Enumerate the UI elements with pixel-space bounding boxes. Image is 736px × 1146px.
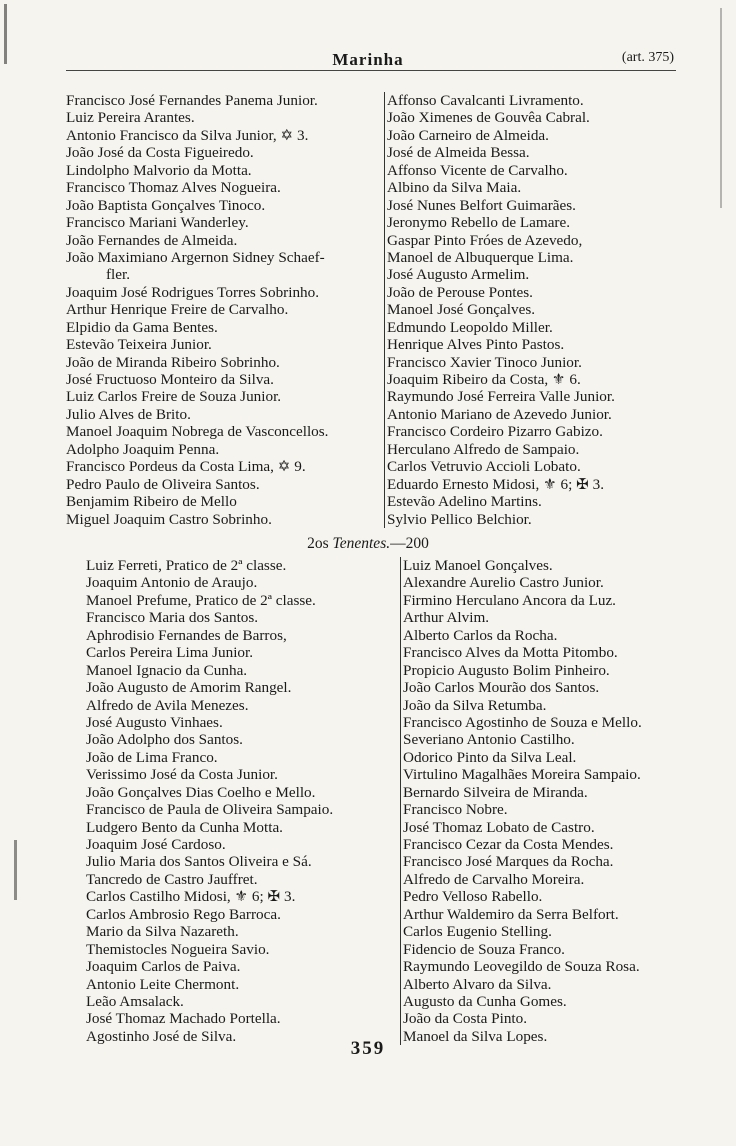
section-heading-prefix: 2os (307, 535, 329, 552)
roster-entry: Arthur Alvim. (403, 609, 490, 627)
roster-entry: Manoel Prefume, Pratico de 2ª classe. (86, 591, 316, 609)
roster-entry: Francisco Cordeiro Pizarro Gabizo. (387, 423, 603, 441)
roster-entry: Lindolpho Malvorio da Motta. (66, 161, 252, 179)
roster-entry: Francisco Alves da Motta Pitombo. (403, 644, 618, 662)
roster-entry: Francisco Agostinho de Souza e Mello. (403, 713, 642, 731)
roster-entry: Joaquim José Cardoso. (86, 836, 226, 853)
roster-entry: Manoel Joaquim Nobrega de Vasconcellos. (66, 423, 329, 441)
roster-entry: Francisco Pordeus da Costa Lima, ✡ 9. (66, 458, 306, 476)
roster-entry: Alberto Carlos da Rocha. (403, 626, 558, 644)
roster-entry: João Fernandes de Almeida. (66, 231, 238, 249)
roster-entry: João Ximenes de Gouvêa Cabral. (387, 109, 590, 127)
roster-entry: Ludgero Bento da Cunha Motta. (86, 818, 283, 836)
roster-entry: Julio Alves de Brito. (66, 405, 191, 423)
roster-entry: José Thomaz Machado Portella. (86, 1010, 281, 1028)
roster-entry: João da Costa Pinto. (403, 1010, 528, 1028)
roster-entry: João de Lima Franco. (86, 748, 218, 766)
roster-entry: Alberto Alvaro da Silva. (403, 975, 552, 993)
roster-entry: João da Silva Retumba. (403, 696, 547, 714)
roster-entry: Francisco Maria dos Santos. (86, 609, 259, 627)
roster-entry: José Augusto Vinhaes. (86, 713, 223, 731)
roster-entry: Herculano Alfredo de Sampaio. (387, 440, 580, 458)
roster-entry: José Thomaz Lobato de Castro. (403, 818, 595, 836)
roster-entry: Mario da Silva Nazareth. (86, 923, 239, 941)
roster-entry: Manoel José Gonçalves. (387, 301, 536, 319)
roster-entry: Virtulino Magalhães Moreira Sampaio. (403, 766, 641, 784)
roster-entry: Carlos Vetruvio Accioli Lobato. (387, 458, 581, 476)
roster-entry: João Baptista Gonçalves Tinoco. (66, 196, 266, 214)
roster-entry: Raymundo Leovegildo de Souza Rosa. (403, 958, 640, 976)
roster-entry: Alfredo de Avila Menezes. (86, 696, 249, 714)
roster-entry: Estevão Teixeira Junior. (66, 336, 212, 354)
roster-entry: Francisco José Marques da Rocha. (403, 853, 614, 871)
roster-entry: Francisco Xavier Tinoco Junior. (387, 353, 582, 371)
roster-entry: Aphrodisio Fernandes de Barros, (86, 626, 287, 644)
section-heading (0, 535, 736, 553)
section2-left-column (86, 557, 396, 1045)
roster-entry: Verissimo José da Costa Junior. (86, 766, 278, 784)
roster-entry: Francisco Cezar da Costa Mendes. (403, 836, 614, 853)
roster-entry: José Nunes Belfort Guimarães. (387, 196, 576, 214)
roster-entry: Pedro Paulo de Oliveira Santos. (66, 475, 260, 493)
roster-entry: Themistocles Nogueira Savio. (86, 940, 270, 958)
section-heading-title: Tenentes. (332, 535, 391, 552)
roster-entry: João de Perouse Pontes. (387, 283, 533, 301)
roster-entry: Augusto da Cunha Gomes. (403, 992, 567, 1010)
roster-entry: Elpidio da Gama Bentes. (66, 318, 218, 336)
roster-entry: Raymundo José Ferreira Valle Junior. (387, 388, 615, 406)
page-edge-mark (720, 8, 722, 208)
article-reference: (art. 375) (621, 50, 674, 65)
roster-entry: Fidencio de Souza Franco. (403, 940, 565, 958)
roster-entry: Luiz Pereira Arantes. (66, 109, 195, 127)
roster-entry: Manoel da Silva Lopes. (403, 1027, 548, 1045)
roster-entry: Francisco Nobre. (403, 801, 508, 819)
roster-entry: João Adolpho dos Santos. (86, 731, 243, 749)
roster-entry: Estevão Adelino Martins. (387, 493, 542, 511)
roster-entry: Edmundo Leopoldo Miller. (387, 318, 553, 336)
roster-entry: José Fructuoso Monteiro da Silva. (66, 371, 274, 388)
roster-entry: João Maximiano Argernon Sidney Schaef- (66, 248, 325, 266)
roster-entry: Affonso Cavalcanti Livramento. (387, 92, 584, 109)
roster-entry: Sylvio Pellico Belchior. (387, 510, 532, 528)
roster-entry: Luiz Manoel Gonçalves. (403, 557, 553, 574)
roster-entry: Manoel de Albuquerque Lima. (387, 248, 574, 266)
roster-entry: Francisco Mariani Wanderley. (66, 214, 249, 232)
roster-entry: Francisco de Paula de Oliveira Sampaio. (86, 801, 334, 819)
roster-entry: José de Almeida Bessa. (387, 144, 530, 162)
roster-entry: Tancredo de Castro Jauffret. (86, 870, 258, 888)
section-heading-count: —200 (390, 535, 429, 552)
roster-entry: Henrique Alves Pinto Pastos. (387, 336, 565, 354)
roster-entry: Odorico Pinto da Silva Leal. (403, 748, 577, 766)
roster-entry: José Augusto Armelim. (387, 266, 530, 284)
roster-entry: Alexandre Aurelio Castro Junior. (403, 574, 604, 592)
roster-entry: Joaquim Ribeiro da Costa, ⚜ 6. (387, 371, 581, 388)
roster-entry: Antonio Francisco da Silva Junior, ✡ 3. (66, 126, 309, 144)
roster-entry: fler. (106, 266, 131, 284)
roster-entry: João Gonçalves Dias Coelho e Mello. (86, 783, 316, 801)
section1-left-column (66, 92, 382, 528)
roster-entry: Bernardo Silveira de Miranda. (403, 783, 588, 801)
roster-entry: João Augusto de Amorim Rangel. (86, 679, 292, 697)
roster-entry: Firmino Herculano Ancora da Luz. (403, 591, 616, 609)
roster-entry: Joaquim Carlos de Paiva. (86, 958, 241, 976)
roster-entry: Carlos Eugenio Stelling. (403, 923, 552, 941)
roster-entry: Eduardo Ernesto Midosi, ⚜ 6; ✠ 3. (387, 475, 605, 493)
roster-entry: Severiano Antonio Castilho. (403, 731, 575, 749)
roster-entry: Gaspar Pinto Fróes de Azevedo, (387, 231, 583, 249)
roster-entry: Julio Maria dos Santos Oliveira e Sá. (86, 853, 312, 871)
section1-right-column (384, 92, 697, 528)
roster-entry: Luiz Ferreti, Pratico de 2ª classe. (86, 557, 287, 574)
page-number: 359 (350, 1038, 386, 1059)
roster-entry: João José da Costa Figueiredo. (66, 144, 254, 162)
roster-entry: Antonio Leite Chermont. (86, 975, 240, 993)
page-edge-mark (14, 840, 17, 900)
roster-entry: Adolpho Joaquim Penna. (66, 440, 220, 458)
page-title: Marinha (332, 50, 404, 69)
roster-entry: João Carlos Mourão dos Santos. (403, 679, 600, 697)
roster-entry: Albino da Silva Maia. (387, 179, 522, 197)
roster-entry: Benjamim Ribeiro de Mello (66, 493, 237, 511)
roster-entry: Arthur Henrique Freire de Carvalho. (66, 301, 289, 319)
roster-entry: Jeronymo Rebello de Lamare. (387, 214, 571, 232)
roster-entry: Carlos Castilho Midosi, ⚜ 6; ✠ 3. (86, 888, 296, 906)
roster-entry: Miguel Joaquim Castro Sobrinho. (66, 510, 272, 528)
roster-entry: Francisco José Fernandes Panema Junior. (66, 92, 318, 109)
roster-entry: Leão Amsalack. (86, 992, 184, 1010)
section2-right-column (400, 557, 699, 1045)
roster-entry: Arthur Waldemiro da Serra Belfort. (403, 905, 619, 923)
roster-entry: Carlos Ambrosio Rego Barroca. (86, 905, 281, 923)
roster-entry: Carlos Pereira Lima Junior. (86, 644, 254, 662)
roster-entry: Joaquim José Rodrigues Torres Sobrinho. (66, 283, 320, 301)
roster-entry: Alfredo de Carvalho Moreira. (403, 870, 585, 888)
roster-entry: João Carneiro de Almeida. (387, 126, 549, 144)
roster-entry: Manoel Ignacio da Cunha. (86, 661, 248, 679)
roster-entry: Antonio Mariano de Azevedo Junior. (387, 405, 612, 423)
roster-entry: Affonso Vicente de Carvalho. (387, 161, 568, 179)
roster-entry: Agostinho José de Silva. (86, 1027, 237, 1045)
roster-entry: Francisco Thomaz Alves Nogueira. (66, 179, 281, 197)
roster-entry: Joaquim Antonio de Araujo. (86, 574, 258, 592)
roster-entry: Pedro Velloso Rabello. (403, 888, 543, 906)
roster-entry: Propicio Augusto Bolim Pinheiro. (403, 661, 610, 679)
roster-entry: Luiz Carlos Freire de Souza Junior. (66, 388, 282, 406)
roster-entry: João de Miranda Ribeiro Sobrinho. (66, 353, 280, 371)
header-rule (66, 70, 676, 71)
